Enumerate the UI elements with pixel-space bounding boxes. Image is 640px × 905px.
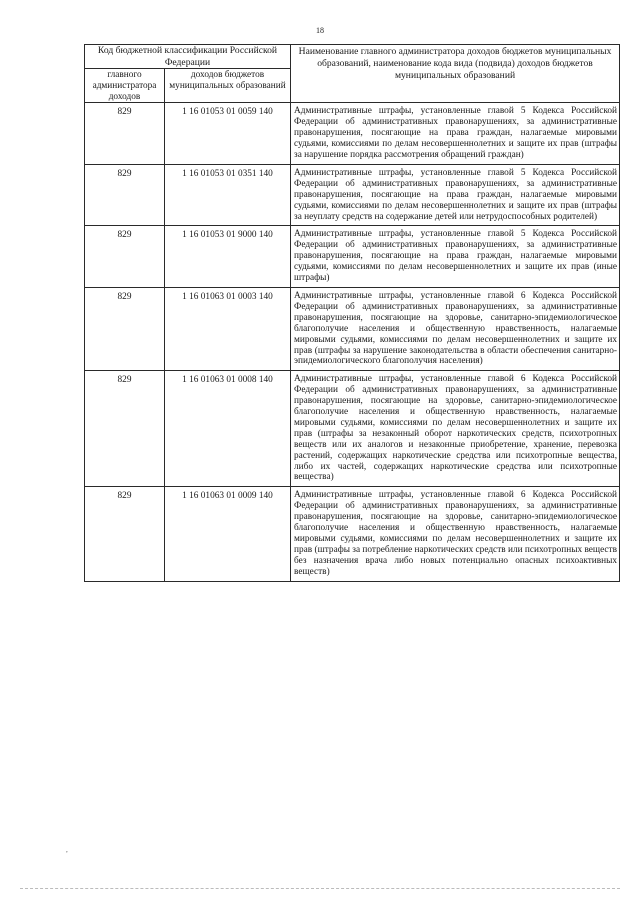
table-header-row — [85, 45, 620, 69]
page-number: 18 — [316, 26, 324, 35]
description-cell: Административные штрафы, установленные главой 5 Кодекса Российской Федерации об административных правонарушениях, за административные правонарушения, посягающие на права граждан, налагаемые мировыми судьями, комиссиями по делам несовершеннолетних и защите их прав (штрафы за неуплату средств на содержание детей или нетрудоспособных родителей) — [291, 164, 620, 226]
table-row — [85, 226, 620, 288]
admin-code-cell: 829 — [85, 164, 165, 226]
description-cell: Административные штрафы, установленные главой 6 Кодекса Российской Федерации об административных правонарушениях, за административные правонарушения, посягающие на здоровье, санитарно-эпидемиологическое благополучие населения и общественную нравственность, налагаемые мировыми судьями, комиссиями по делам несовершеннолетних и защите их прав (штрафы за незаконный оборот наркотических средств, психотропных веществ или их аналогов и незаконные приобретение, хранение, перевозка растений, содержащих наркотические средства или психотропные вещества, либо их частей, содержащих наркотические средства или психотропные вещества) — [291, 371, 620, 487]
description-cell: Административные штрафы, установленные главой 6 Кодекса Российской Федерации об административных правонарушениях, за административные правонарушения, посягающие на здоровье, санитарно-эпидемиологическое благополучие населения и общественную нравственность, налагаемые мировыми судьями, комиссиями по делам несовершеннолетних и защите их прав (штрафы за потребление наркотических средств или психотропных веществ без назначения врача либо новых потенциально опасных психоактивных веществ) — [291, 487, 620, 581]
admin-code-cell: 829 — [85, 287, 165, 370]
table-row — [85, 371, 620, 487]
table-row — [85, 103, 620, 165]
income-code-cell: 1 16 01063 01 0003 140 — [165, 287, 291, 370]
admin-code-cell: 829 — [85, 103, 165, 165]
income-code-cell: 1 16 01053 01 0351 140 — [165, 164, 291, 226]
table-row — [85, 164, 620, 226]
income-code-cell: 1 16 01053 01 0059 140 — [165, 103, 291, 165]
description-cell: Административные штрафы, установленные главой 5 Кодекса Российской Федерации об административных правонарушениях, за административные правонарушения, посягающие на права граждан, налагаемые мировыми судьями, комиссиями по делам несовершеннолетних и защите их прав (иные штрафы) — [291, 226, 620, 288]
table-row — [85, 287, 620, 370]
margin-mark: , — [66, 846, 68, 854]
income-code-cell: 1 16 01063 01 0008 140 — [165, 371, 291, 487]
table-row — [85, 487, 620, 581]
admin-code-cell: 829 — [85, 371, 165, 487]
income-code-cell: 1 16 01063 01 0009 140 — [165, 487, 291, 581]
income-code-cell: 1 16 01053 01 9000 140 — [165, 226, 291, 288]
admin-code-cell: 829 — [85, 226, 165, 288]
header-kbk-group: Код бюджетной классификации Российской Федерации — [85, 45, 291, 69]
header-name-column: Наименование главного администратора доходов бюджетов муниципальных образований, наименование кода вида (подвида) доходов бюджетов муниципальных образований — [291, 45, 620, 103]
header-admin-column: главного администратора доходов — [85, 69, 165, 103]
budget-classification-table — [84, 44, 620, 582]
bottom-scan-rule — [20, 888, 620, 889]
admin-code-cell: 829 — [85, 487, 165, 581]
header-income-column: доходов бюджетов муниципальных образований — [165, 69, 291, 103]
description-cell: Административные штрафы, установленные главой 5 Кодекса Российской Федерации об административных правонарушениях, за административные правонарушения, посягающие на права граждан, налагаемые мировыми судьями, комиссиями по делам несовершеннолетних и защите их прав (штрафы за нарушение порядка рассмотрения обращений граждан) — [291, 103, 620, 165]
description-cell: Административные штрафы, установленные главой 6 Кодекса Российской Федерации об административных правонарушениях, за административные правонарушения, посягающие на здоровье, санитарно-эпидемиологическое благополучие населения и общественную нравственность, налагаемые мировыми судьями, комиссиями по делам несовершеннолетних и защите их прав (штрафы за нарушение законодательства в области обеспечения санитарно-эпидемиологического благополучия населения) — [291, 287, 620, 370]
